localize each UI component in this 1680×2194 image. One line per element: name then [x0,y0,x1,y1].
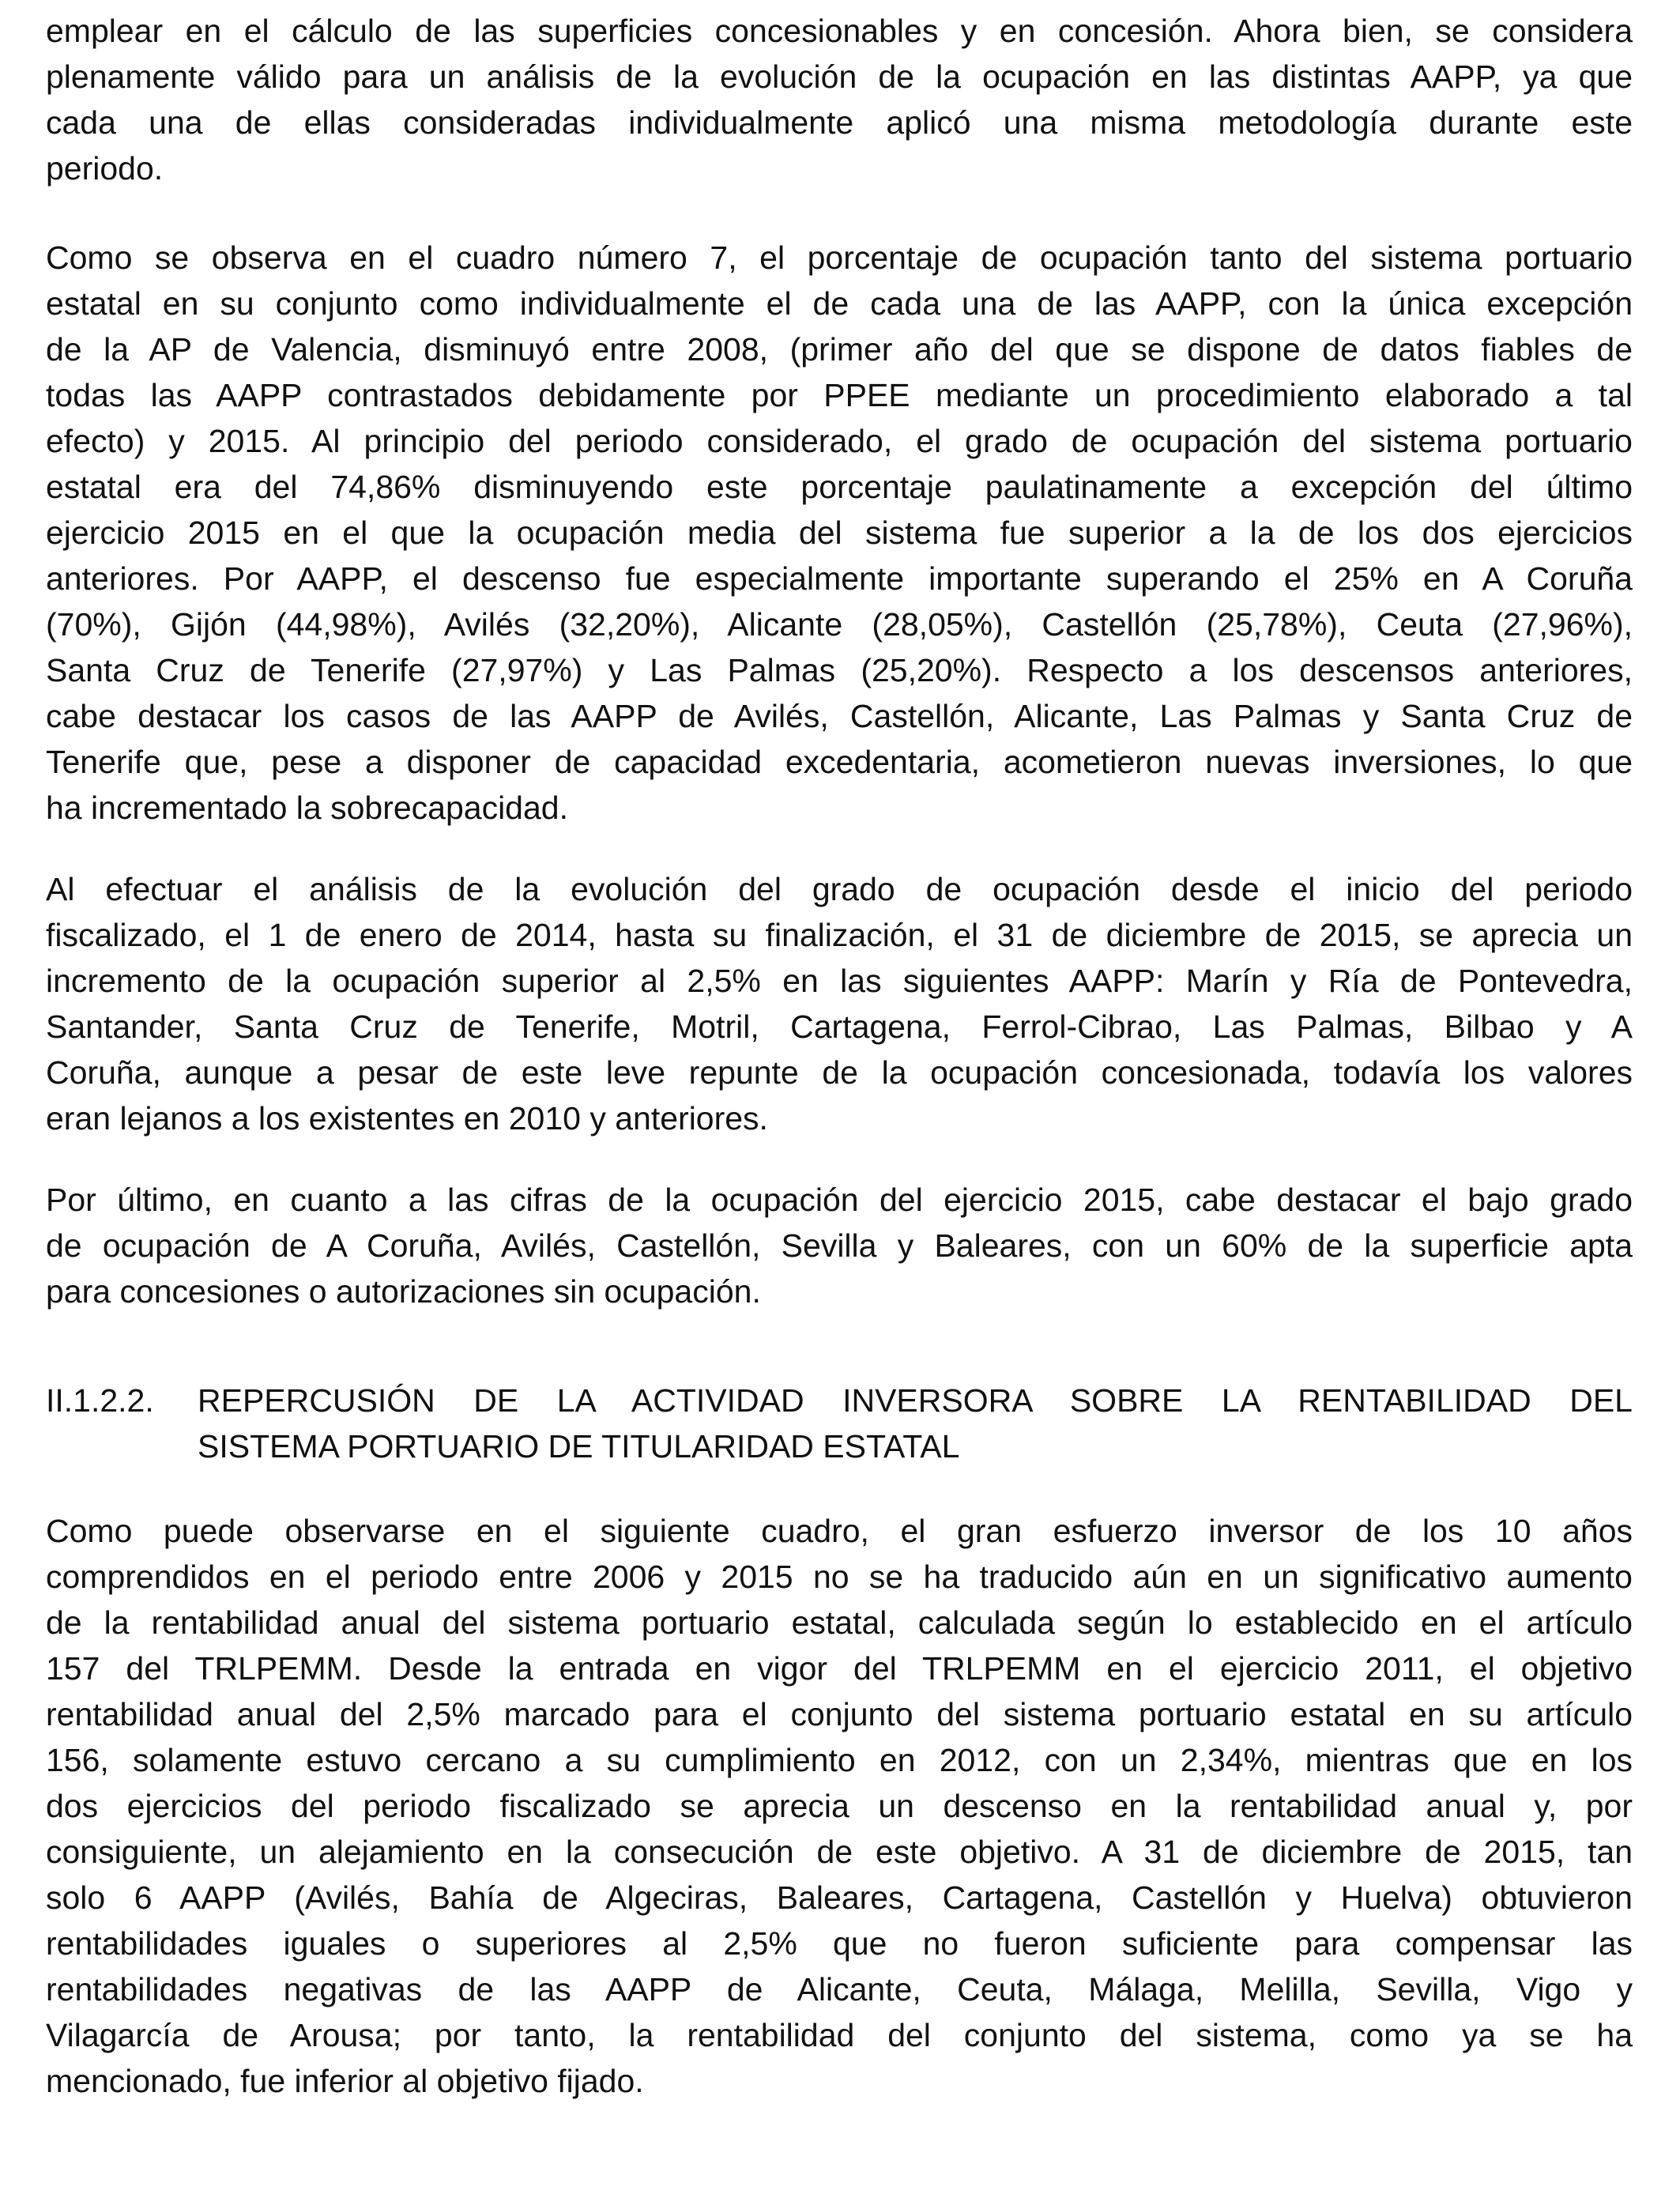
text-line: 157 del TRLPEMM. Desde la entrada en vigor del TRLPEMM en el ejercicio 2011, el objetivo [46,1650,1633,1687]
text-line: Como se observa en el cuadro número 7, el porcentaje de ocupación tanto del sistema portuario [46,239,1633,276]
text-line: dos ejercicios del periodo fiscalizado se aprecia un descenso en la rentabilidad anual y, por [46,1788,1633,1824]
text-line: de la rentabilidad anual del sistema portuario estatal, calculada según lo establecido en el artículo [46,1604,1633,1641]
text-line: Tenerife que, pese a disponer de capacidad excedentaria, acometieron nuevas inversiones, lo que [46,744,1633,780]
text-line: anteriores. Por AAPP, el descenso fue especialmente importante superando el 25% en A Coruña [46,560,1633,597]
section-number: II.1.2.2. [46,1382,154,1419]
text-line: de la AP de Valencia, disminuyó entre 2008, (primer año del que se dispone de datos fiables de [46,331,1633,368]
text-line: Santa Cruz de Tenerife (27,97%) y Las Palmas (25,20%). Respecto a los descensos anteriores, [46,652,1633,688]
text-line: Vilagarcía de Arousa; por tanto, la rentabilidad del conjunto del sistema, como ya se ha [46,2017,1633,2053]
text-line: para concesiones o autorizaciones sin ocupación. [46,1273,761,1310]
text-line: plenamente válido para un análisis de la evolución de la ocupación en las distintas AAPP, ya que [46,58,1633,95]
text-line: ejercicio 2015 en el que la ocupación media del sistema fue superior a la de los dos ejercicios [46,515,1633,551]
text-line: 156, solamente estuvo cercano a su cumplimiento en 2012, con un 2,34%, mientras que en los [46,1742,1633,1778]
text-line: Como puede observarse en el siguiente cuadro, el gran esfuerzo inversor de los 10 años [46,1513,1633,1549]
text-line: rentabilidades iguales o superiores al 2,5% que no fueron suficiente para compensar las [46,1925,1633,1962]
text-line: cabe destacar los casos de las AAPP de Avilés, Castellón, Alicante, Las Palmas y Santa Cruz de [46,698,1633,734]
text-line: fiscalizado, el 1 de enero de 2014, hasta su finalización, el 31 de diciembre de 2015, se aprecia un [46,917,1633,953]
text-line: emplear en el cálculo de las superficies concesionables y en concesión. Ahora bien, se considera [46,13,1633,49]
text-line: Santander, Santa Cruz de Tenerife, Motril, Cartagena, Ferrol-Cibrao, Las Palmas, Bilbao y A [46,1008,1633,1045]
text-line: periodo. [46,150,164,187]
text-line: cada una de ellas consideradas individualmente aplicó una misma metodología durante este [46,104,1633,141]
text-line: rentabilidades negativas de las AAPP de Alicante, Ceuta, Málaga, Melilla, Sevilla, Vigo y [46,1971,1633,2007]
text-line: estatal en su conjunto como individualmente el de cada una de las AAPP, con la única excepción [46,285,1633,322]
text-line: estatal era del 74,86% disminuyendo este porcentaje paulatinamente a excepción del último [46,469,1633,505]
text-line: Coruña, aunque a pesar de este leve repunte de la ocupación concesionada, todavía los valores [46,1054,1633,1091]
text-line: rentabilidad anual del 2,5% marcado para el conjunto del sistema portuario estatal en su artículo [46,1696,1633,1732]
text-line: Por último, en cuanto a las cifras de la ocupación del ejercicio 2015, cabe destacar el bajo grado [46,1182,1633,1218]
text-line: (70%), Gijón (44,98%), Avilés (32,20%), Alicante (28,05%), Castellón (25,78%), Ceuta (27,96%), [46,606,1633,643]
section-title-line: SISTEMA PORTUARIO DE TITULARIDAD ESTATAL [198,1428,960,1465]
text-line: comprendidos en el periodo entre 2006 y 2015 no se ha traducido aún en un significativo aumento [46,1559,1633,1595]
text-line: consiguiente, un alejamiento en la consecución de este objetivo. A 31 de diciembre de 2015, tan [46,1834,1633,1870]
text-line: mencionado, fue inferior al objetivo fijado. [46,2063,644,2099]
text-line: incremento de la ocupación superior al 2,5% en las siguientes AAPP: Marín y Ría de Pontevedra, [46,963,1633,999]
section-title-line: REPERCUSIÓN DE LA ACTIVIDAD INVERSORA SOBRE LA RENTABILIDAD DEL [198,1382,1633,1419]
text-line: de ocupación de A Coruña, Avilés, Castellón, Sevilla y Baleares, con un 60% de la superficie apta [46,1227,1633,1264]
text-line: ha incrementado la sobrecapacidad. [46,790,568,826]
text-line: eran lejanos a los existentes en 2010 y anteriores. [46,1100,768,1137]
text-line: todas las AAPP contrastados debidamente por PPEE mediante un procedimiento elaborado a tal [46,377,1633,413]
text-line: solo 6 AAPP (Avilés, Bahía de Algeciras, Baleares, Cartagena, Castellón y Huelva) obtuvieron [46,1879,1633,1916]
text-line: efecto) y 2015. Al principio del periodo considerado, el grado de ocupación del sistema portuario [46,423,1633,459]
text-line: Al efectuar el análisis de la evolución del grado de ocupación desde el inicio del periodo [46,871,1633,907]
